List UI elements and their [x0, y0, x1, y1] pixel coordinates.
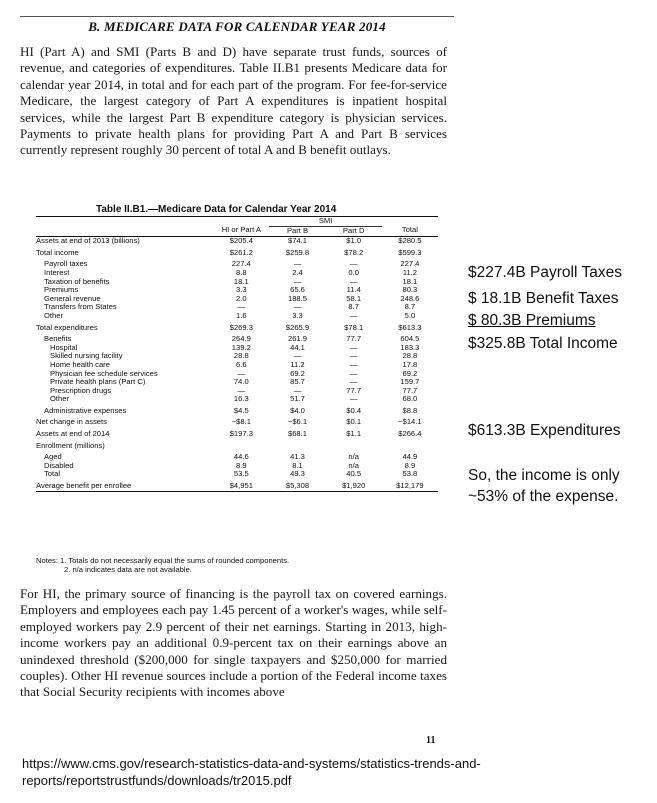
row-label: Hospital — [50, 342, 78, 352]
table-row — [36, 312, 438, 321]
row-label: Physician fee schedule services — [50, 368, 158, 378]
annotation-benefit-taxes: $ 18.1B Benefit Taxes — [468, 290, 619, 307]
table-cell: 227.4 — [231, 259, 251, 269]
page-number: 11 — [426, 735, 436, 746]
table-cell: −$14.1 — [398, 417, 422, 427]
table-cell: $1,920 — [326, 479, 382, 491]
table-cell: — — [293, 259, 302, 269]
table-cell: 17.8 — [402, 359, 418, 369]
table-row — [36, 395, 438, 404]
table-title: Table II.B1.—Medicare Data for Calendar Year 2014 — [96, 204, 337, 215]
table-cell: $12,179 — [382, 479, 438, 491]
row-label: Assets at end of 2014 — [36, 429, 110, 439]
table-cell: 77.7 — [346, 334, 362, 344]
table-cell: $78.1 — [344, 322, 364, 332]
table-cell: 227.4 — [400, 259, 420, 269]
table-cell: — — [349, 342, 358, 352]
table-cell — [326, 439, 382, 451]
table-cell: 2.0 — [236, 293, 247, 303]
table-row — [36, 237, 438, 246]
row-label: Total income — [36, 247, 79, 257]
table-row — [36, 404, 438, 416]
column-header: Part B — [269, 226, 325, 237]
table-row — [36, 246, 438, 258]
table-cell: 49.3 — [290, 469, 305, 479]
table-cell: 139.2 — [231, 342, 251, 352]
financing-paragraph: For HI, the primary source of financing is the payroll tax on covered earnings. Employers and employees each pay 1.45 percent of a worker's wages, while self-employed workers pay 2.9 percent of their net earnings. Starting in 2013, high-income workers pay an additional 0.9-percent tax on their earnings above an unindexed threshold ($200,000 for single taxpayers and $250,000 for married couples). Other HI revenue sources include a portion of the Federal income taxes that Social Security recipients with incomes above — [20, 586, 447, 700]
table-cell: 3.3 — [236, 285, 247, 295]
table-cell: — — [237, 368, 246, 378]
table-cell: — — [349, 259, 358, 269]
table-cell: 1.6 — [236, 310, 247, 320]
table-cell: $0.4 — [346, 405, 362, 415]
table-cell: — — [349, 310, 358, 320]
table-cell: 0.0 — [348, 267, 359, 277]
section-title: B. MEDICARE DATA FOR CALENDAR YEAR 2014 — [88, 19, 386, 34]
table-cell: 77.7 — [402, 385, 418, 395]
row-label: Enrollment (millions) — [36, 440, 105, 450]
table-cell — [269, 439, 325, 451]
table-cell: $269.3 — [229, 322, 253, 332]
table-cell: $265.9 — [285, 322, 310, 332]
table-cell: 8.9 — [404, 460, 416, 470]
table-cell: 69.2 — [290, 368, 305, 378]
table-row — [36, 470, 438, 479]
table-cell: 248.6 — [400, 293, 420, 303]
table-cell: — — [349, 276, 358, 286]
table-cell: 183.3 — [400, 342, 420, 352]
table-cell: $0.1 — [346, 417, 362, 427]
table-cell: 18.1 — [233, 276, 249, 286]
table-cell: 261.9 — [287, 334, 307, 344]
row-label: Skilled nursing facility — [50, 351, 123, 361]
table-cell: 16.3 — [233, 394, 249, 404]
table-cell: $599.3 — [398, 247, 422, 257]
row-label: Assets at end of 2013 (billions) — [36, 236, 140, 246]
table-cell — [213, 439, 269, 451]
table-cell: 58.1 — [346, 293, 362, 303]
table-cell: $261.2 — [229, 247, 253, 257]
table-cell: 8.9 — [236, 460, 247, 470]
row-label: Other — [44, 310, 63, 320]
table-cell: 40.5 — [346, 469, 362, 479]
table-cell: −$8.1 — [231, 417, 251, 427]
table-cell: 6.6 — [236, 359, 247, 369]
table-cell: 44.1 — [290, 342, 305, 352]
table-cell: — — [349, 394, 358, 404]
table-cell: 68.0 — [402, 394, 418, 404]
table-cell: — — [349, 359, 358, 369]
table-cell: 604.5 — [400, 334, 420, 344]
table-cell: $4.0 — [290, 405, 305, 415]
source-url: https://www.cms.gov/research-statistics-data-and-systems/statistics-trends-and-reports/reportstrustfunds/downloads/tr2015.pdf — [22, 756, 481, 788]
table-cell: 80.3 — [402, 285, 418, 295]
table-cell: 53.5 — [233, 469, 249, 479]
table-cell: — — [237, 302, 246, 312]
table-cell: 18.1 — [402, 276, 418, 286]
table-cell: 188.5 — [287, 293, 307, 303]
row-label: Premiums — [44, 285, 79, 295]
row-label: Aged — [44, 452, 62, 462]
table-cell: $78.2 — [344, 247, 364, 257]
table-cell: $613.3 — [398, 322, 422, 332]
table-cell: $74.1 — [287, 236, 307, 246]
table-cell: $1.1 — [346, 429, 362, 439]
table-cell: 28.8 — [233, 351, 249, 361]
table-cell: 74.0 — [233, 377, 249, 387]
table-cell: 51.7 — [290, 394, 305, 404]
table-cell: 8.8 — [236, 267, 247, 277]
table-cell: $68.1 — [287, 429, 307, 439]
table-cell: $4,951 — [213, 479, 269, 491]
table-cell: — — [349, 351, 358, 361]
table-cell: 5.0 — [404, 310, 416, 320]
row-label: Total — [44, 469, 61, 479]
table-cell: — — [237, 385, 246, 395]
table-cell: 44.6 — [233, 452, 249, 462]
table-cell: $5,308 — [269, 479, 325, 491]
table-cell: $205.4 — [229, 236, 253, 246]
medicare-data-table — [36, 216, 438, 492]
row-label: Home health care — [50, 359, 110, 369]
row-label: Net change in assets — [36, 417, 107, 427]
row-label: Private health plans (Part C) — [50, 377, 146, 387]
annotation-expenditures: $613.3B Expenditures — [468, 422, 621, 439]
table-cell: 69.2 — [402, 368, 418, 378]
table-cell: n/a — [348, 460, 359, 470]
annotation-payroll: $227.4B Payroll Taxes — [468, 264, 622, 281]
table-cell — [382, 439, 438, 451]
annotation-premiums: $ 80.3B Premiums — [468, 312, 596, 329]
table-cell: 159.7 — [400, 377, 420, 387]
table-note: 2. n/a indicates data are not available. — [64, 565, 192, 574]
table-cell: −$6.1 — [287, 417, 308, 427]
table-cell: 8.1 — [292, 460, 303, 470]
table-cell: 28.8 — [402, 351, 418, 361]
annotation-conclusion: So, the income is only ~53% of the expense. — [468, 467, 620, 505]
table-cell: — — [293, 385, 302, 395]
row-label: Administrative expenses — [44, 405, 127, 415]
annotation-total-income: $325.8B Total Income — [468, 335, 618, 352]
row-label: Interest — [44, 267, 70, 277]
row-label: Total expenditures — [36, 322, 98, 332]
table-cell: 41.3 — [290, 452, 305, 462]
row-label: Benefits — [44, 334, 72, 344]
row-label: Payroll taxes — [44, 259, 88, 269]
table-cell: — — [293, 302, 302, 312]
table-cell: $266.4 — [398, 429, 422, 439]
top-rule — [20, 16, 454, 17]
row-label: Prescription drugs — [50, 385, 112, 395]
column-header: Part D — [326, 226, 382, 237]
table-cell: 65.6 — [290, 285, 305, 295]
table-row — [36, 332, 438, 344]
column-header: Total — [382, 226, 438, 237]
table-row — [36, 321, 438, 333]
table-cell: $1.0 — [346, 236, 362, 246]
table-cell: — — [293, 351, 302, 361]
row-label: Other — [50, 394, 69, 404]
table-cell: 11.2 — [402, 267, 417, 277]
intro-paragraph: HI (Part A) and SMI (Parts B and D) have separate trust funds, sources of revenue, and categories of expenditures. Table II.B1 presents Medicare data for calendar year 2014, in total and for each part of the program. For fee-for-service Medicare, the largest category of Part A expenditures is inpatient hospital services, while the largest Part B expenditure category is physician services. Payments to private health plans for providing Part A and Part B services currently represent roughly 30 percent of total A and B benefit outlays. — [20, 44, 447, 158]
table-cell: 53.8 — [402, 469, 418, 479]
table-cell: $4.5 — [233, 405, 249, 415]
column-header-row — [36, 226, 438, 237]
table-notes — [36, 556, 289, 574]
table-cell: n/a — [348, 452, 359, 462]
table-row — [36, 439, 438, 451]
table-cell: 264.9 — [231, 334, 251, 344]
table-cell: 8.7 — [404, 302, 416, 312]
table-cell: 44.9 — [402, 452, 418, 462]
table-cell: — — [349, 368, 358, 378]
table-cell: $259.8 — [285, 247, 310, 257]
table-row — [36, 427, 438, 439]
table-note: Notes: 1. Totals do not necessarily equal the sums of rounded components. — [36, 556, 290, 565]
table-cell: 11.4 — [346, 285, 361, 295]
row-label: Transfers from States — [44, 302, 117, 312]
table-cell: $8.8 — [402, 405, 418, 415]
table-row — [36, 479, 438, 491]
data-table — [36, 216, 438, 492]
row-label: Taxation of benefits — [44, 276, 110, 286]
table-body — [36, 237, 438, 491]
row-label: General revenue — [44, 293, 101, 303]
table-cell: 11.2 — [290, 359, 305, 369]
table-cell: — — [293, 276, 302, 286]
smi-group-header: SMI — [269, 217, 381, 227]
row-label: Disabled — [44, 460, 74, 470]
table-cell: 85.7 — [290, 377, 305, 387]
table-cell: — — [349, 377, 358, 387]
row-label: Average benefit per enrollee — [36, 479, 213, 491]
table-cell: 3.3 — [292, 310, 303, 320]
table-cell: 77.7 — [346, 385, 362, 395]
column-header: HI or Part A — [213, 226, 269, 237]
table-cell: $280.5 — [398, 236, 422, 246]
table-row — [36, 415, 438, 427]
table-cell: 8.7 — [348, 302, 359, 312]
table-cell: 2.4 — [292, 267, 303, 277]
table-cell: $197.3 — [229, 429, 253, 439]
